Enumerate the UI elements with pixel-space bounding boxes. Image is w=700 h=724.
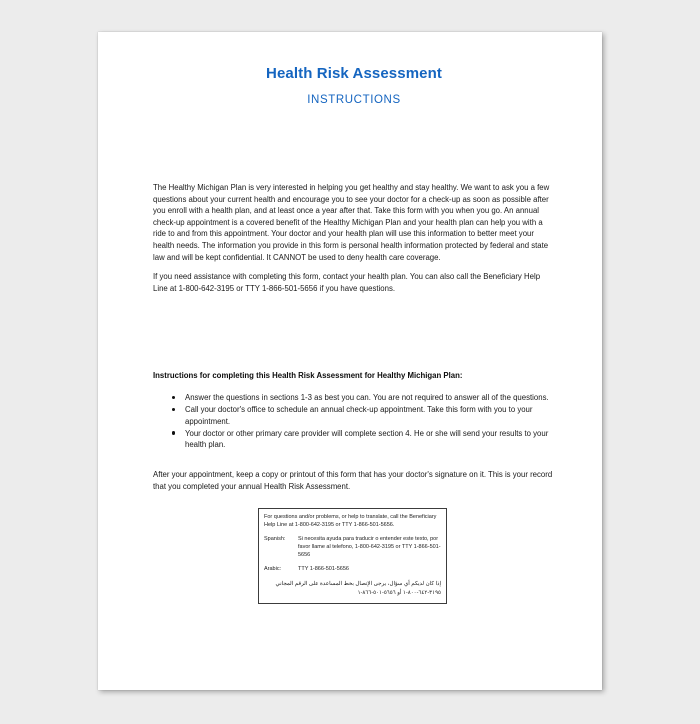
- translation-row-spanish: [264, 535, 441, 559]
- spanish-label: Spanish:: [264, 536, 286, 542]
- bullet-dot-icon: [172, 408, 175, 411]
- document-content: [153, 32, 555, 690]
- translation-notice-box: [258, 508, 447, 604]
- list-item-text: Answer the questions in sections 1-3 as best you can. You are not required to answer all of the questions.: [185, 393, 549, 402]
- instructions-bullet-list: [153, 392, 553, 451]
- bullet-dot-icon: [172, 396, 175, 399]
- assistance-paragraph: If you need assistance with completing this form, contact your health plan. You can also call the Beneficiary Help Line at 1-800-642-3195 or TTY 1-866-501-5656 if you have questions.: [153, 272, 541, 293]
- intro-paragraph: The Healthy Michigan Plan is very interested in helping you get healthy and stay healthy. We want to ask you a few questions about your current health and encourage you to see your doctor for a check-up as soon as possible after you enroll with a health plan, and at least once a year after that. Take this form with you when you go. An annual check-up appointment is a covered benefit of the Healthy Michigan Plan and your health plan can help you with a ride to and from this appointment. Your doctor and your health plan will use this information to better meet your health needs. The information you provide in this form is personal health information protected by federal and state law and will be kept confidential. It CANNOT be used to deny health care coverage.: [153, 183, 550, 262]
- translation-row-arabic: [264, 565, 441, 573]
- list-item: [153, 404, 553, 427]
- arabic-script-text: إذا كان لديكم أي سؤال، يرجى الإتصال بخط المساعدة على الرقم المجاني ٣١٩٥-٦٤٢-٨٠٠-١ أو ٥٦٥٦-٥٠١-٨٦٦-١: [275, 581, 441, 596]
- bullet-dot-icon: [172, 431, 175, 434]
- list-item-text: Your doctor or other primary care provider will complete section 4. He or she will send your results to your health plan.: [185, 428, 549, 450]
- closing-paragraph: After your appointment, keep a copy or printout of this form that has your doctor's signature on it. This is your record that you completed your annual Health Risk Assessment.: [153, 470, 553, 491]
- translation-intro-text: For questions and/or problems, or help to translate, call the Beneficiary Help Line at 1-800-642-3195 or TTY 1-866-501-5656.: [264, 514, 437, 528]
- page-subtitle: INSTRUCTIONS: [307, 94, 401, 106]
- instructions-heading: Instructions for completing this Health Risk Assessment for Healthy Michigan Plan:: [153, 371, 463, 380]
- list-item: [153, 428, 553, 451]
- page-title: Health Risk Assessment: [266, 65, 442, 82]
- list-item-text: Call your doctor's office to schedule an annual check-up appointment. Take this form with you to your appointment.: [185, 405, 533, 426]
- document-page: [98, 32, 602, 690]
- list-item: [153, 392, 553, 404]
- spanish-text: Si necesita ayuda para traducir o entender este texto, por favor llame al telefono, 1-800-642-3195 or TTY 1-866-501-5656: [298, 536, 441, 558]
- arabic-label: Arabic:: [264, 566, 282, 572]
- arabic-text: TTY 1-866-501-5656: [298, 566, 349, 572]
